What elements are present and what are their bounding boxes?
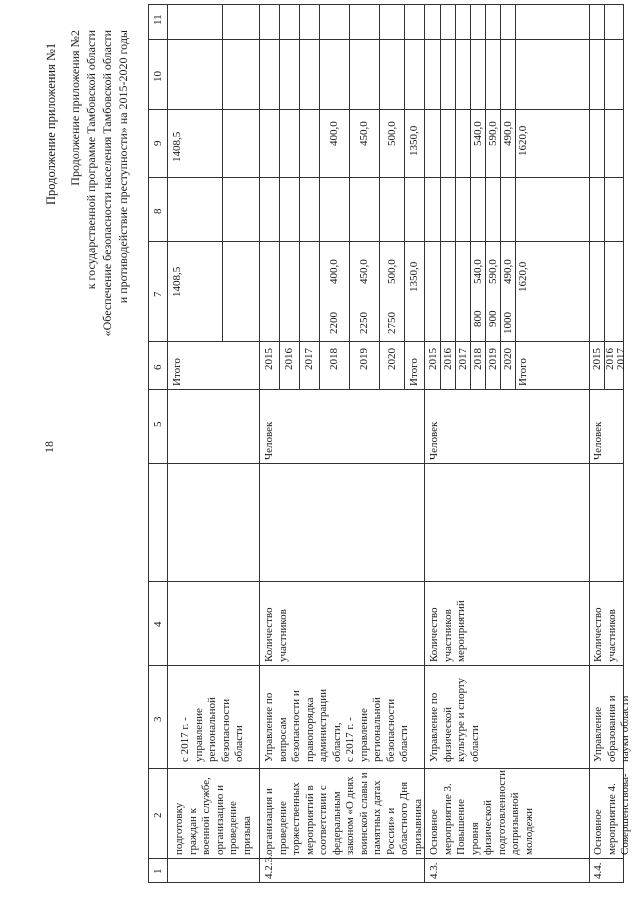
column-header: 11 bbox=[152, 14, 164, 25]
year-cell: Итого bbox=[517, 358, 529, 386]
table-cell: Количество участников bbox=[263, 607, 289, 662]
year-cell: 2019 bbox=[487, 348, 499, 370]
page-number: 18 bbox=[42, 441, 56, 453]
table-cell: Количество участников bbox=[592, 607, 618, 662]
year-cell: 2015 bbox=[263, 348, 275, 370]
table-cell: Основное мероприятие 4. Совершенствова- bbox=[592, 773, 631, 855]
table-cell: 540,0 bbox=[472, 259, 484, 284]
year-cell: 2018 bbox=[472, 348, 484, 370]
table-cell: Основное мероприятие 3. Повышение уровня физической подготовленности допризывной молодежи bbox=[428, 770, 535, 855]
header-line: Продолжение приложения №2 bbox=[68, 30, 82, 186]
table-cell: с 2017 г. - управление региональной безопасности области bbox=[179, 697, 245, 762]
program-table bbox=[148, 4, 631, 883]
column-header: 10 bbox=[152, 71, 164, 82]
column-header: 2 bbox=[152, 812, 164, 818]
table-cell: 1620,0 bbox=[517, 261, 529, 292]
table-cell: 2200 bbox=[328, 312, 340, 334]
table-cell: Управление по физической культуре и спорту области bbox=[428, 677, 481, 762]
year-cell: 2016 bbox=[283, 348, 295, 370]
column-header: 7 bbox=[152, 291, 164, 297]
column-header: 5 bbox=[152, 421, 164, 427]
table-cell: 1408,5 bbox=[171, 266, 183, 297]
year-cell: 2017 bbox=[615, 348, 627, 370]
table-cell: 1350,0 bbox=[408, 261, 420, 292]
year-cell: 2020 bbox=[386, 348, 398, 370]
table-cell: Человек bbox=[428, 421, 440, 460]
table-cell: Управление образования и науки области bbox=[592, 695, 631, 762]
continuation-caption: Продолжение приложения №1 bbox=[44, 42, 58, 205]
year-cell: 2016 bbox=[604, 348, 616, 370]
year-cell: 2016 bbox=[442, 348, 454, 370]
header-line: «Обеспечение безопасности населения Тамбовской области bbox=[100, 30, 114, 337]
row-number: 4.2.3. bbox=[263, 854, 275, 879]
table-cell: 1620,0 bbox=[517, 125, 529, 156]
column-header: 8 bbox=[152, 208, 164, 214]
table-cell: Итого bbox=[171, 358, 183, 386]
table-cell: 400,0 bbox=[328, 121, 340, 146]
column-header: 6 bbox=[152, 364, 164, 370]
table-cell: 590,0 bbox=[487, 259, 499, 284]
table-cell: организация и проведение торжественных мероприятий в соответствии с федеральным законом «О днях воинской славы и памятных датах России» и областного Дня призывника bbox=[263, 772, 424, 855]
table-cell: 1350,0 bbox=[408, 125, 420, 156]
table-cell: 500,0 bbox=[386, 121, 398, 146]
row-number: 4.4. bbox=[592, 862, 604, 879]
table-cell: подготовку граждан к военной службе, организацию и проведение призыва bbox=[173, 777, 253, 855]
header-line: и противодействие преступности» на 2015-2020 годы bbox=[116, 30, 130, 304]
year-cell: 2020 bbox=[502, 348, 514, 370]
table-cell: Человек bbox=[263, 421, 275, 460]
year-cell: 2015 bbox=[427, 348, 439, 370]
column-header: 1 bbox=[152, 868, 164, 874]
table-cell: 500,0 bbox=[386, 259, 398, 284]
table-cell: 1000 bbox=[502, 312, 514, 334]
table-cell: 450,0 bbox=[358, 121, 370, 146]
table-cell: 900 bbox=[487, 310, 499, 327]
table-cell: Количество участников мероприятий bbox=[428, 600, 467, 662]
table-cell: 2250 bbox=[358, 312, 370, 334]
table-cell: 2750 bbox=[386, 312, 398, 334]
year-cell: 2015 bbox=[591, 348, 603, 370]
column-header: 4 bbox=[152, 621, 164, 627]
header-line: к государственной программе Тамбовской области bbox=[84, 30, 98, 290]
table-cell: 800 bbox=[472, 310, 484, 327]
table-cell: 490,0 bbox=[502, 121, 514, 146]
table-cell: 1408,5 bbox=[171, 131, 183, 162]
table-cell: Управление по вопросам безопасности и правопорядка администрации области, с 2017 г. - управление региональной безопасности области bbox=[263, 689, 410, 762]
table-cell: 490,0 bbox=[502, 259, 514, 284]
column-header: 3 bbox=[152, 716, 164, 722]
table-cell: 540,0 bbox=[472, 121, 484, 146]
table-cell: 590,0 bbox=[487, 121, 499, 146]
year-cell: 2017 bbox=[303, 348, 315, 370]
table-cell: 400,0 bbox=[328, 259, 340, 284]
year-cell: Итого bbox=[408, 358, 420, 386]
column-header: 9 bbox=[152, 140, 164, 146]
table-cell: 450,0 bbox=[358, 259, 370, 284]
year-cell: 2019 bbox=[358, 348, 370, 370]
year-cell: 2017 bbox=[457, 348, 469, 370]
table-cell: Человек bbox=[592, 421, 604, 460]
year-cell: 2018 bbox=[328, 348, 340, 370]
row-number: 4.3. bbox=[428, 862, 440, 879]
